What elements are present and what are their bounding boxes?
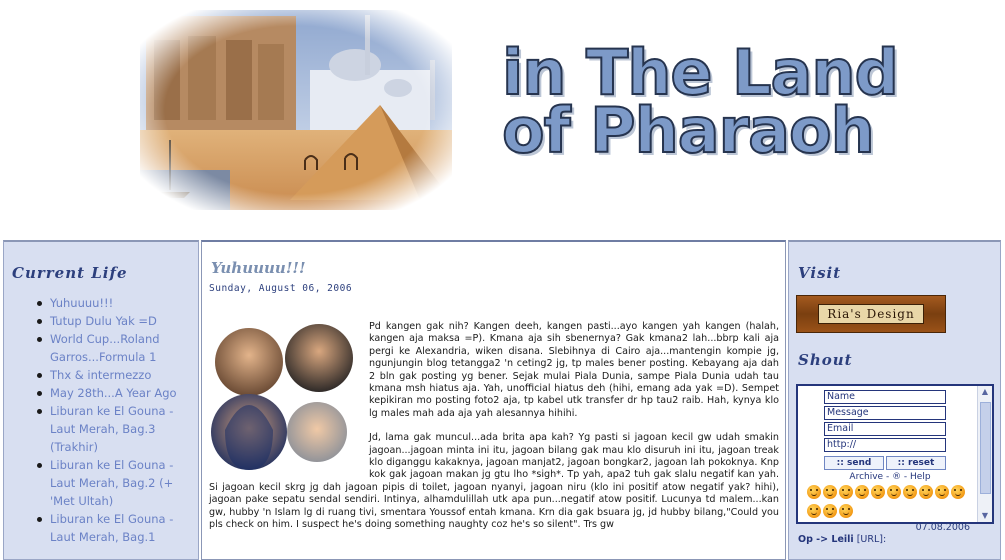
smiley-icon[interactable] bbox=[823, 485, 837, 499]
shout-entry bbox=[798, 534, 886, 545]
smiley-icon[interactable] bbox=[839, 485, 853, 499]
shout-email-input[interactable]: Email bbox=[824, 422, 946, 436]
recent-post-link[interactable]: Liburan ke El Gouna - Laut Merah, Bag.3 (Trakhir) bbox=[50, 402, 184, 456]
smiley-icon[interactable] bbox=[807, 485, 821, 499]
scroll-down-icon[interactable]: ▼ bbox=[981, 511, 989, 520]
site-header bbox=[0, 0, 1005, 238]
visit-heading: Visit bbox=[798, 264, 842, 282]
smiley-icon[interactable] bbox=[855, 485, 869, 499]
smiley-icon[interactable] bbox=[807, 504, 821, 518]
shout-links[interactable]: Archive - ® - Help bbox=[849, 472, 931, 482]
egypt-collage-image bbox=[140, 10, 452, 210]
recent-post-link[interactable]: May 28th...A Year Ago bbox=[50, 384, 184, 402]
recent-post-link[interactable]: Liburan ke El Gouna - Laut Merah, Bag.2 (+ 'Met Ultah) bbox=[50, 456, 184, 510]
shoutbox-scrollbar[interactable] bbox=[977, 386, 992, 522]
recent-posts-list bbox=[14, 294, 184, 546]
recent-post-link[interactable]: Yuhuuuu!!! bbox=[50, 294, 184, 312]
recent-post-link[interactable]: Thx & intermezzo bbox=[50, 366, 184, 384]
smiley-icon[interactable] bbox=[871, 485, 885, 499]
smiley-bar bbox=[806, 484, 976, 522]
shoutbox bbox=[796, 384, 994, 524]
smiley-icon[interactable] bbox=[887, 485, 901, 499]
main-content bbox=[201, 240, 786, 560]
site-title-line-2: of Pharaoh bbox=[502, 94, 874, 167]
shout-url-input[interactable]: http:// bbox=[824, 438, 946, 452]
recent-post-link[interactable]: Liburan ke El Gouna - Laut Merah, Bag.1 bbox=[50, 510, 184, 546]
shout-send-button[interactable]: :: send bbox=[824, 456, 884, 470]
shout-reset-button[interactable]: :: reset bbox=[886, 456, 946, 470]
smiley-icon[interactable] bbox=[903, 485, 917, 499]
post-body bbox=[209, 321, 779, 544]
shout-author: Op -> Leili bbox=[798, 534, 854, 545]
site-title bbox=[502, 36, 898, 167]
current-life-heading: Current Life bbox=[12, 264, 128, 282]
smiley-icon[interactable] bbox=[951, 485, 965, 499]
shout-name-input[interactable]: Name bbox=[824, 390, 946, 404]
post-title[interactable]: Yuhuuuu!!! bbox=[211, 259, 306, 277]
shout-heading: Shout bbox=[798, 351, 853, 369]
smiley-icon[interactable] bbox=[935, 485, 949, 499]
recent-post-link[interactable]: Tutup Dulu Yak =D bbox=[50, 312, 184, 330]
smiley-icon[interactable] bbox=[919, 485, 933, 499]
right-sidebar bbox=[788, 240, 1001, 560]
scroll-thumb[interactable] bbox=[980, 402, 991, 494]
shout-message-input[interactable]: Message bbox=[824, 406, 946, 420]
left-sidebar bbox=[3, 240, 199, 560]
scroll-up-icon[interactable]: ▲ bbox=[981, 387, 989, 396]
smiley-icon[interactable] bbox=[823, 504, 837, 518]
shout-url-link[interactable]: [URL]: bbox=[856, 534, 887, 545]
badge-label: Ria's Design bbox=[818, 304, 923, 324]
shout-date: 07.08.2006 bbox=[915, 522, 970, 533]
site-title-line-1: in The Land bbox=[502, 36, 898, 109]
smiley-icon[interactable] bbox=[839, 504, 853, 518]
post-paragraph: Pd kangen gak nih? Kangen deeh, kangen pasti...ayo kangen yah kangen (halah, kangen aja maksa =P). Kmana aja sih sbenernya? Gak kmana2 lah...bbrp kali aja pergi ke Alexandria, wiken disana. Slebihnya di Cairo aja...mantengin kompie jg, ngunjungin blog tetangga2 'n ceting2 jg, tp males bener posting. Kebayang aja dah 2 bln gak posting yg bener. Sejak mulai Piala Dunia, sampe Piala Dunia udah tau kmana msh hiatus aja. Yah, unofficial hiatus deh (hihi, emang ada yak =D). Sempet kepikiran mo posting foto2 aja, tp kabel utk transfer dr hp tau2 raib. Hah, kynya klo lg males mah ada aja yah alesannya hihihi. bbox=[369, 321, 779, 419]
recent-post-link[interactable]: World Cup...Roland Garros...Formula 1 bbox=[50, 330, 184, 366]
post-date: Sunday, August 06, 2006 bbox=[209, 283, 353, 294]
post-paragraph: Jd, lama gak muncul...ada brita apa kah? Yg pasti si jagoan kecil gw udah smakin jagoan...jagoan minta ini itu, jagoan bilang gak mau klo disuruh ini itu, jagoan treak klo diganggu kakaknya, jagoan manjat2, jagoan bongkar2, jagoan lah pokoknya. Knp kok gak jagoan makan jg gtu lho *sigh*. Tp yah, apa2 tuh gak slalu negatif kan yah. Si jagoan kecil skrg jg dah jagoan pipis di toilet, jagoan nyanyi, jagoan niru (klo ini positif atow negatif yak? hihi), jagoan pake sepatu sendal sendiri. Intinya, alhamdulillah utk apa pun...negatif atow positif. Lucunya td malem...kan gw, hubby 'n Islam lg di ruang tivi, smentara Youssof entah kmana. Krn dia gak bsuara jg, jd hubby bilang,"Could you pls check on him. I suspect he's doing something naughty coz he's so silent". Trs gw bbox=[209, 432, 779, 531]
rias-design-badge[interactable] bbox=[796, 295, 946, 333]
